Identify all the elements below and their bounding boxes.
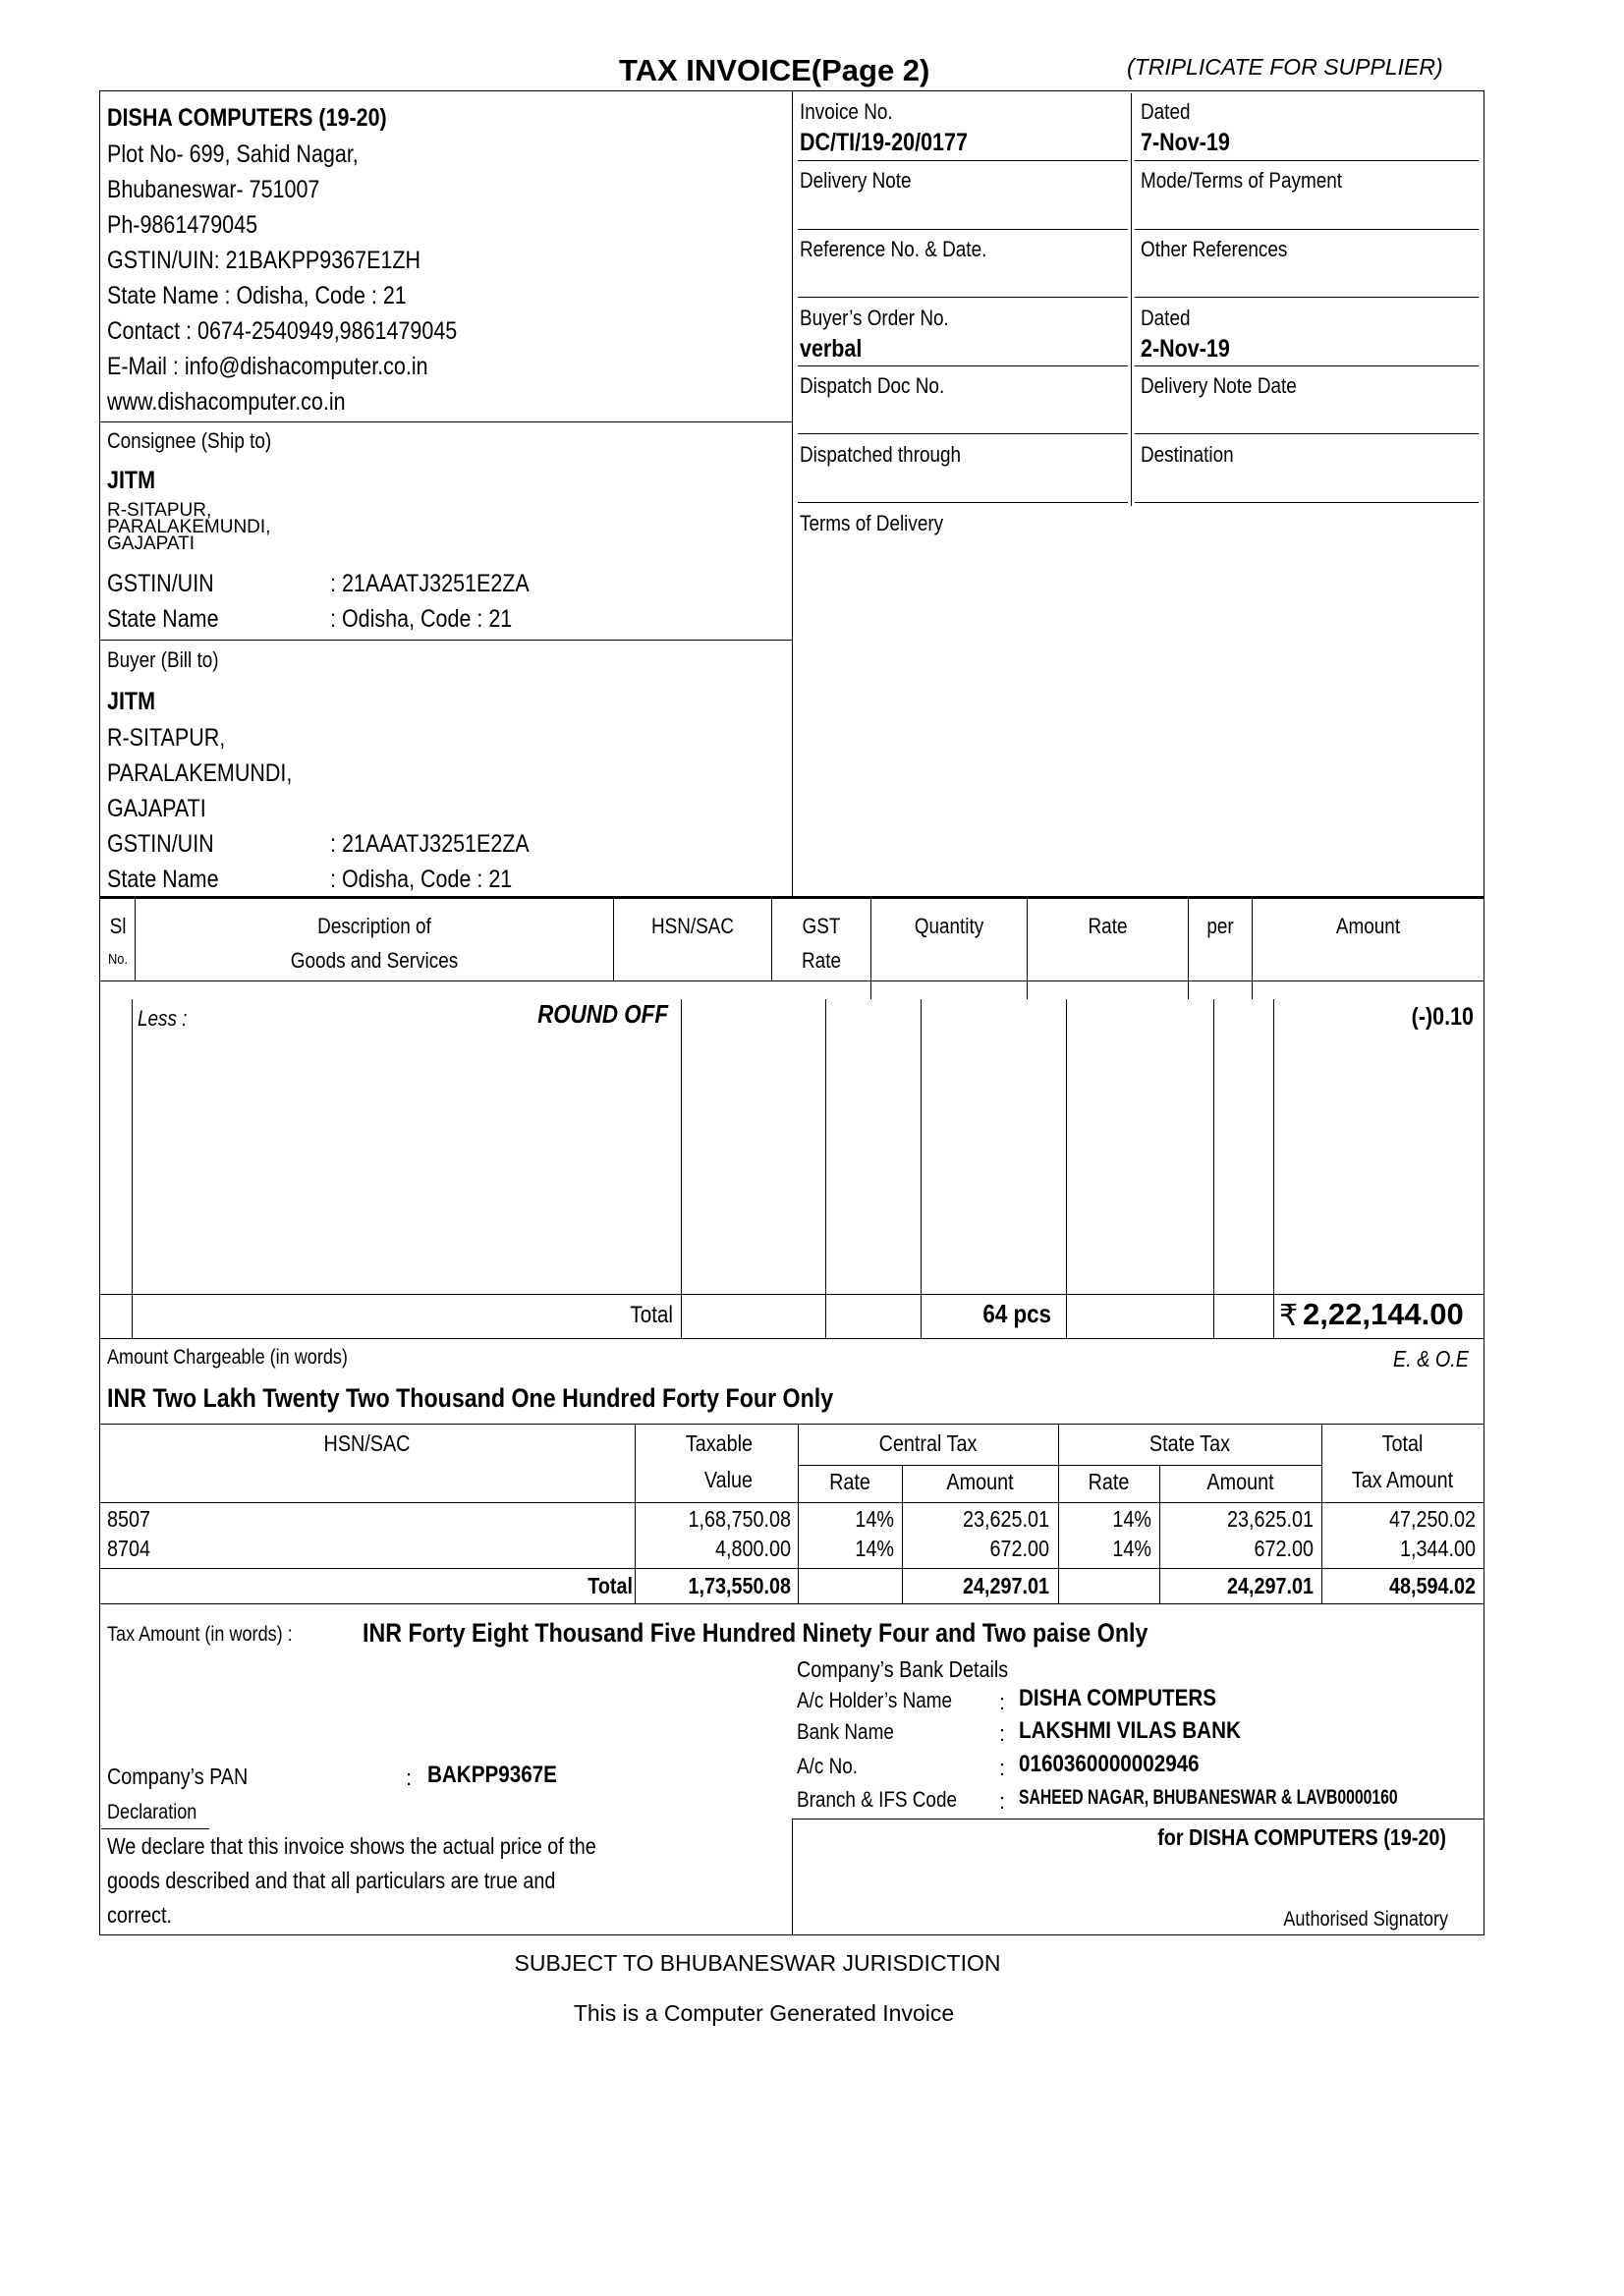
declaration-line: correct. (107, 1902, 172, 1928)
bank-sep: : (999, 1721, 1006, 1746)
authorised-signatory: Authorised Signatory (1283, 1908, 1448, 1931)
seller-email[interactable]: E-Mail : info@dishacomputer.co.in (107, 353, 428, 380)
tax-total-label: Total (588, 1573, 633, 1598)
header-divider (792, 90, 793, 897)
meta-line (798, 229, 1128, 230)
col-rate: Rate (1088, 914, 1128, 938)
totals-bottom-line (99, 1338, 1484, 1339)
col-amount: Amount (1335, 914, 1401, 938)
seller-website[interactable]: www.dishacomputer.co.in (107, 388, 346, 416)
buyer-address-line: R-SITAPUR, (107, 724, 226, 752)
tax-row-total: 47,250.02 (1388, 1506, 1476, 1532)
col-line (1188, 898, 1189, 999)
col-line (681, 999, 682, 1338)
pan-label: Company’s PAN (107, 1764, 249, 1789)
col-line (870, 898, 871, 999)
tax-col-state: State Tax (1148, 1430, 1231, 1456)
declaration-line: We declare that this invoice shows the actual price of the (107, 1833, 596, 1859)
consignee-address-line: GAJAPATI (107, 533, 196, 554)
tax-col-state-amount: Amount (1206, 1469, 1274, 1494)
bank-branch: SAHEED NAGAR, BHUBANESWAR & LAVB0000160 (1019, 1786, 1398, 1809)
tax-col-central-rate: Rate (829, 1469, 870, 1494)
items-header-bottom (99, 980, 1484, 981)
meta-line (798, 433, 1128, 434)
tax-row-hsn: 8507 (107, 1506, 151, 1532)
tax-header-bottom (99, 1502, 1484, 1503)
bank-sep: : (999, 1756, 1006, 1780)
tax-col-hsn: HSN/SAC (323, 1430, 411, 1456)
frame-left (99, 90, 100, 1935)
consignee-address (107, 502, 270, 552)
declaration-underline (101, 1828, 209, 1829)
col-line (1027, 898, 1028, 999)
tax-col-taxable: Taxable (685, 1430, 753, 1456)
row-amount: (-)0.10 (1411, 1003, 1474, 1031)
copy-label: (TRIPLICATE FOR SUPPLIER) (1127, 54, 1443, 80)
consignee-heading: Consignee (Ship to) (107, 428, 272, 453)
pan-sep: : (406, 1765, 413, 1790)
col-line (1066, 999, 1067, 1338)
col-line (1273, 999, 1274, 1338)
items-top-line (99, 896, 1484, 899)
seller-line: Bhubaneswar- 751007 (107, 176, 320, 203)
row-prefix: Less : (138, 1006, 188, 1031)
col-quantity: Quantity (914, 914, 984, 938)
consignee-gstin-value: : 21AAATJ3251E2ZA (330, 570, 530, 597)
meta-divider (1131, 93, 1132, 506)
total-amount: 2,22,144.00 (1303, 1297, 1464, 1331)
buyers-order-label: Buyer’s Order No. (800, 306, 949, 330)
declaration-heading: Declaration (107, 1801, 197, 1823)
bank-name: LAKSHMI VILAS BANK (1019, 1717, 1241, 1744)
total-quantity: 64 pcs (982, 1299, 1051, 1328)
buyer-gstin-label: GSTIN/UIN (107, 830, 214, 858)
reference-label: Reference No. & Date. (800, 237, 987, 261)
rupee-icon: ₹ (1279, 1300, 1299, 1332)
buyer-name: JITM (107, 688, 155, 715)
tax-subheader-line (1058, 1465, 1321, 1466)
meta-line (1135, 365, 1479, 366)
jurisdiction-note: SUBJECT TO BHUBANESWAR JURISDICTION (514, 1950, 1001, 1976)
bank-branch-label: Branch & IFS Code (797, 1787, 958, 1812)
tax-row-state-rate: 14% (1112, 1536, 1151, 1561)
seller-name: DISHA COMPUTERS (19-20) (107, 104, 387, 132)
terms-of-delivery-label: Terms of Delivery (800, 511, 944, 535)
tax-total-amount: 48,594.02 (1388, 1573, 1476, 1598)
col-line (825, 999, 826, 1338)
tax-words-label: Tax Amount (in words) : (107, 1623, 293, 1646)
row-description: ROUND OFF (537, 999, 668, 1029)
bank-holder: DISHA COMPUTERS (1019, 1685, 1217, 1711)
tax-col-line (1058, 1424, 1059, 1603)
consignee-name: JITM (107, 467, 155, 494)
tax-col-state-rate: Rate (1088, 1469, 1130, 1494)
seller-line: Ph-9861479045 (107, 211, 258, 239)
tax-row-taxable: 4,800.00 (715, 1536, 791, 1561)
consignee-address-line: PARALAKEMUNDI, (107, 517, 271, 537)
bank-acno-label: A/c No. (797, 1754, 859, 1778)
tax-row-hsn: 8704 (107, 1536, 151, 1561)
consignee-state-label: State Name (107, 605, 219, 633)
col-description: Description of (317, 914, 431, 938)
meta-line (1135, 433, 1479, 434)
for-company: for DISHA COMPUTERS (19-20) (1157, 1824, 1446, 1850)
buyer-state-label: State Name (107, 866, 219, 893)
order-date: 2-Nov-19 (1141, 335, 1230, 363)
consignee-gstin-label: GSTIN/UIN (107, 570, 214, 597)
invoice-no: DC/TI/19-20/0177 (800, 129, 968, 156)
tax-col-line (1159, 1465, 1160, 1603)
invoice-date-label: Dated (1141, 99, 1191, 124)
meta-line (1135, 502, 1479, 503)
payment-terms-label: Mode/Terms of Payment (1141, 168, 1343, 193)
eoe-label: E. & O.E (1393, 1346, 1469, 1372)
tax-words-value: INR Forty Eight Thousand Five Hundred Ninety Four and Two paise Only (363, 1618, 1148, 1648)
pan-value: BAKPP9367E (427, 1762, 557, 1788)
tax-row-central-amount: 672.00 (989, 1536, 1049, 1561)
invoice-date: 7-Nov-19 (1141, 129, 1230, 156)
bank-sep: : (999, 1690, 1006, 1714)
tax-total-central: 24,297.01 (962, 1573, 1049, 1598)
seller-line: Plot No- 699, Sahid Nagar, (107, 140, 359, 168)
tax-row-central-rate: 14% (855, 1506, 894, 1532)
amount-words-value: INR Two Lakh Twenty Two Thousand One Hundred Forty Four Only (107, 1383, 834, 1413)
tax-total-state: 24,297.01 (1226, 1573, 1314, 1598)
tax-col-central-amount: Amount (946, 1469, 1014, 1494)
bank-holder-label: A/c Holder’s Name (797, 1688, 953, 1712)
invoice-no-label: Invoice No. (800, 99, 893, 124)
bank-heading: Company’s Bank Details (797, 1656, 1009, 1682)
declaration-line: goods described and that all particulars are true and (107, 1868, 556, 1893)
tax-row-taxable: 1,68,750.08 (688, 1506, 791, 1532)
buyer-address-line: PARALAKEMUNDI, (107, 759, 293, 787)
col-line (771, 898, 772, 980)
dispatch-doc-label: Dispatch Doc No. (800, 373, 945, 398)
meta-line (1135, 229, 1479, 230)
document-title: TAX INVOICE(Page 2) (619, 53, 930, 87)
tax-row-central-amount: 23,625.01 (962, 1506, 1049, 1532)
frame-bottom (99, 1934, 1484, 1935)
seller-gstin: GSTIN/UIN: 21BAKPP9367E1ZH (107, 247, 421, 274)
buyer-gstin-value: : 21AAATJ3251E2ZA (330, 830, 530, 858)
meta-line (1135, 297, 1479, 298)
consignee-divider (99, 421, 792, 422)
tax-subheader-line (798, 1465, 1058, 1466)
col-per: per (1206, 914, 1234, 938)
order-date-label: Dated (1141, 306, 1191, 330)
meta-line (798, 365, 1128, 366)
buyer-divider (99, 640, 792, 641)
buyers-order: verbal (800, 335, 863, 363)
meta-line (798, 160, 1128, 161)
bank-sep: : (999, 1789, 1006, 1814)
tax-row-total: 1,344.00 (1400, 1536, 1476, 1561)
col-sl-no: No. (107, 951, 129, 968)
tax-row-state-amount: 23,625.01 (1226, 1506, 1314, 1532)
tax-col-line (902, 1465, 903, 1603)
other-references-label: Other References (1141, 237, 1288, 261)
delivery-note-label: Delivery Note (800, 168, 912, 193)
tax-col-total: Total (1381, 1430, 1424, 1456)
col-gst: GST (802, 914, 841, 938)
consignee-state-value: : Odisha, Code : 21 (330, 605, 513, 633)
totals-top-line (99, 1294, 1484, 1295)
total-label: Total (630, 1302, 673, 1328)
delivery-note-date-label: Delivery Note Date (1141, 373, 1297, 398)
col-description-2: Goods and Services (290, 948, 459, 973)
consignee-address-line: R-SITAPUR, (107, 500, 212, 521)
meta-line (798, 297, 1128, 298)
meta-line (1135, 160, 1479, 161)
bank-name-label: Bank Name (797, 1719, 894, 1744)
buyer-heading: Buyer (Bill to) (107, 647, 219, 672)
bank-acno: 0160360000002946 (1019, 1751, 1200, 1777)
tax-total-top (99, 1568, 1484, 1569)
tax-total-taxable: 1,73,550.08 (688, 1573, 791, 1598)
tax-table-top (99, 1424, 1484, 1425)
col-line (613, 898, 614, 980)
col-line (1213, 999, 1214, 1338)
tax-table-bottom (99, 1603, 1484, 1604)
buyer-state-value: : Odisha, Code : 21 (330, 866, 513, 893)
tax-row-central-rate: 14% (855, 1536, 894, 1561)
tax-col-total-2: Tax Amount (1351, 1467, 1454, 1492)
col-line (132, 999, 133, 1338)
amount-words-label: Amount Chargeable (in words) (107, 1346, 348, 1369)
tax-row-state-rate: 14% (1112, 1506, 1151, 1532)
tax-row-state-amount: 672.00 (1254, 1536, 1314, 1561)
meta-line (798, 502, 1128, 503)
col-sl: Sl (109, 914, 127, 938)
computer-generated-note: This is a Computer Generated Invoice (573, 2000, 955, 2026)
col-gst-rate: Rate (802, 948, 841, 973)
col-line (135, 898, 136, 980)
tax-col-line (798, 1424, 799, 1603)
col-hsn: HSN/SAC (650, 914, 735, 938)
seller-contact: Contact : 0674-2540949,9861479045 (107, 317, 458, 345)
col-line (921, 999, 922, 1338)
tax-col-central: Central Tax (878, 1430, 978, 1456)
tax-col-line (1321, 1424, 1322, 1603)
col-line (1252, 898, 1253, 999)
tax-col-taxable-2: Value (703, 1467, 753, 1492)
signatory-left-line (792, 1819, 793, 1934)
destination-label: Destination (1141, 442, 1234, 467)
dispatched-through-label: Dispatched through (800, 442, 962, 467)
seller-state: State Name : Odisha, Code : 21 (107, 282, 407, 309)
buyer-address-line: GAJAPATI (107, 795, 206, 822)
signatory-top-line (792, 1819, 1484, 1820)
